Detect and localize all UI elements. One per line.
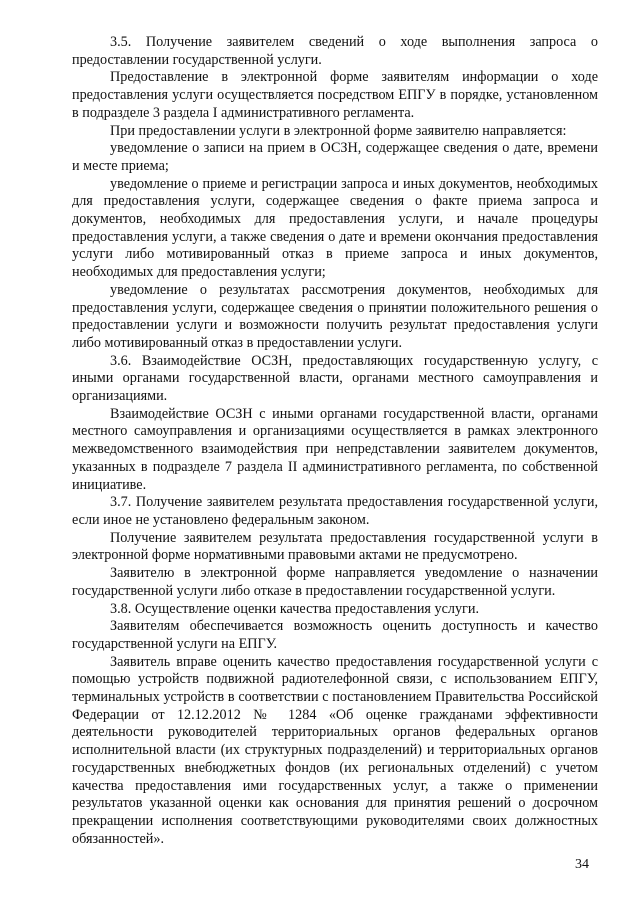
heading-3-6: 3.6. Взаимодействие ОСЗН, предоставляющих государственную услугу, с иными органами государственной власти, органами местного самоуправления и организациями. [72,352,598,405]
document-page [72,34,598,848]
list-item: уведомление о результатах рассмотрения документов, необходимых для предоставления услуги, содержащее сведения о принятии положительного решения о предоставлении услуги и возможности получить результат предоставления услуги либо мотивированный отказ в предоставлении услуги. [72,281,598,351]
paragraph: Заявитель вправе оценить качество предоставления государственной услуги с помощью устройств подвижной радиотелефонной связи, с использованием ЕПГУ, терминальных устройств в соответствии с постановлением Правительства Российской Федерации от 12.12.2012 № 1284 «Об оценке гражданами эффективности деятельности руководителей территориальных органов федеральных органов исполнительной власти (их структурных подразделений) и территориальных органов государственных внебюджетных фондов (их региональных отделений) с учетом качества предоставления ими государственных услуг, а также о применении результатов указанной оценки как основания для принятия решений о досрочном прекращении исполнения соответствующими руководителями своих должностных обязанностей». [72,653,598,847]
paragraph: Взаимодействие ОСЗН с иными органами государственной власти, органами местного самоуправления и организациями осуществляется в рамках электронного межведомственного взаимодействия при непредставлении заявителем документов, указанных в подразделе 7 раздела II административного регламента, по собственной инициативе. [72,405,598,493]
paragraph: Заявителям обеспечивается возможность оценить доступность и качество государственной услуги на ЕПГУ. [72,618,598,652]
list-item: уведомление о записи на прием в ОСЗН, содержащее сведения о дате, времени и месте приема; [72,140,598,174]
paragraph: Получение заявителем результата предоставления государственной услуги в электронной форме нормативными правовыми актами не предусмотрено. [72,529,598,564]
list-item: уведомление о приеме и регистрации запроса и иных документов, необходимых для предоставления услуги, содержащее сведения о факте приема запроса и документов, необходимых для предоставления услуги, и начале процедуры предоставления услуги, а также сведения о дате и времени окончания предоставления услуги либо мотивированный отказ в приеме запроса и иных документов, необходимых для предоставления услуги; [72,175,598,281]
paragraph: Заявителю в электронной форме направляется уведомление о назначении государственной услуги либо отказе в предоставлении государственной услуги. [72,565,598,599]
heading-3-8: 3.8. Осуществление оценки качества предоставления услуги. [110,600,480,617]
heading-3-5: 3.5. Получение заявителем сведений о ходе выполнения запроса о предоставлении государственной услуги. [72,34,598,68]
page-number: 34 [575,857,589,872]
heading-3-7: 3.7. Получение заявителем результата предоставления государственной услуги, если иное не установлено федеральным законом. [72,494,598,528]
paragraph: При предоставлении услуги в электронной форме заявителю направляется: [110,122,567,139]
paragraph: Предоставление в электронной форме заявителям информации о ходе предоставления услуги осуществляется посредством ЕПГУ в порядке, установленном в подразделе 3 раздела I административного регламента. [72,69,598,121]
